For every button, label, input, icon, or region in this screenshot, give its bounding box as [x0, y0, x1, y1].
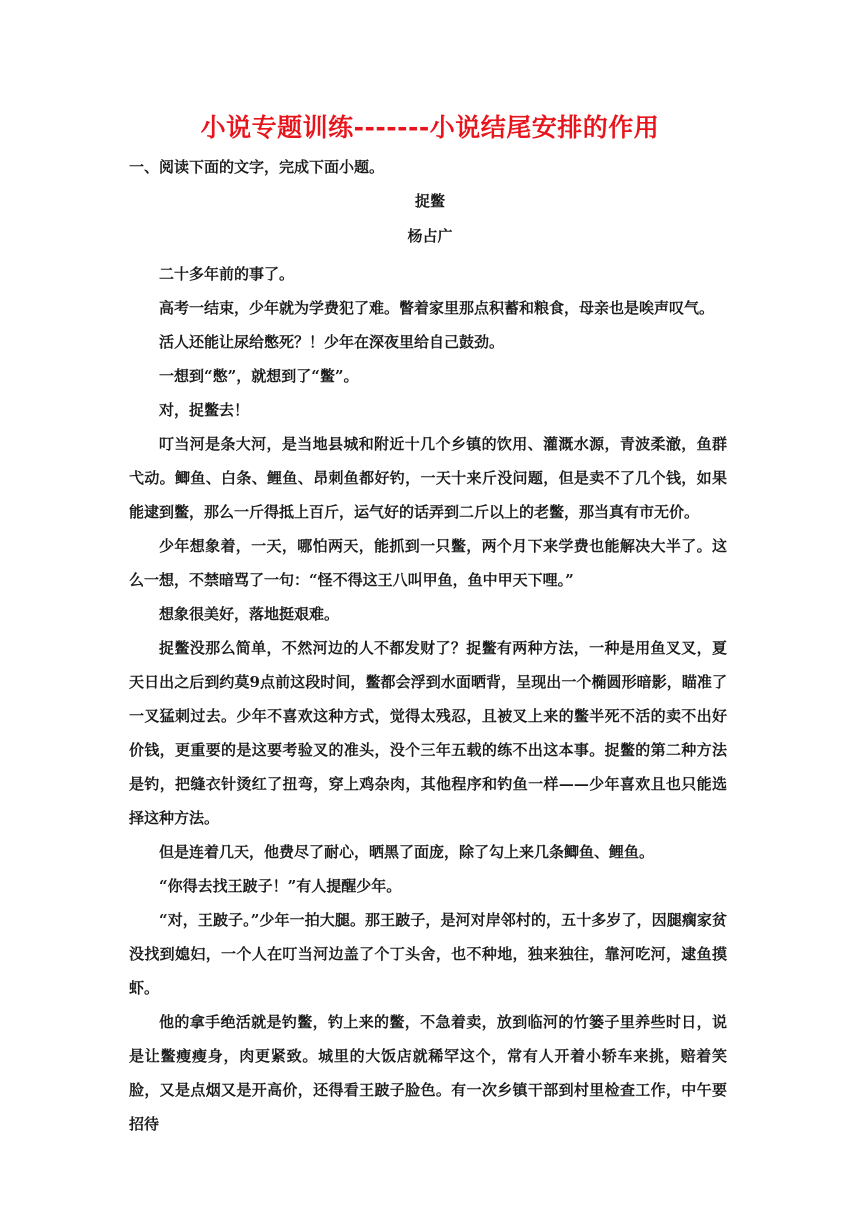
paragraph: 对，捉鳖去！ — [159, 401, 250, 419]
paragraph: 高考一结束，少年就为学费犯了难。瞥着家里那点积蓄和粮食，母亲也是唉声叹气。 — [159, 299, 715, 317]
paragraph: “你得去找王跛子！”有人提醒少年。 — [159, 877, 402, 895]
paragraph: 叮当河是条大河，是当地县城和附近十几个乡镇的饮用、灌溉水源，青波柔澈，鱼群弋动。鲫鱼、白条、鲤鱼、昂刺鱼都好钓，一天十来斤没问题，但是卖不了几个钱，如果能逮到鳖，那么一斤得抵上百斤，运气好的话弄到二斤以上的老鳖，那当真有市无价。 — [129, 435, 727, 521]
paragraph: 少年想象着，一天，哪怕两天，能抓到一只鳖，两个月下来学费也能解决大半了。这么一想，不禁暗骂了一句：“怪不得这王八叫甲鱼，鱼中甲天下哩。” — [129, 537, 727, 589]
paragraph: 活人还能让尿给憋死？！少年在深夜里给自己鼓劲。 — [159, 333, 505, 351]
story-title: 捉鳖 — [414, 192, 445, 210]
paragraph: 想象很美好，落地挺艰难。 — [159, 605, 340, 623]
paragraph: 捉鳖没那么简单，不然河边的人不都发财了？捉鳖有两种方法，一种是用鱼叉叉，夏天日出之后到约莫9点前这段时间，鳖都会浮到水面晒背，呈现出一个椭圆形暗影，瞄准了一叉猛刺过去。少年不喜欢这种方式，觉得太残忍，且被叉上来的鳖半死不活的卖不出好价钱，更重要的是这要考验叉的准头，没个三年五载的练不出这本事。捉鳖的第二种方法是钓，把缝衣针烫红了扭弯，穿上鸡杂肉，其他程序和钓鱼一样——少年喜欢且也只能选择这种方法。 — [129, 639, 727, 827]
paragraph: 他的拿手绝活就是钓鳖，钓上来的鳖，不急着卖，放到临河的竹篓子里养些时日，说是让鳖瘦瘦身，肉更紧致。城里的大饭店就稀罕这个，常有人开着小轿车来挑，赔着笑脸，又是点烟又是开高价，还得看王跛子脸色。有一次乡镇干部到村里检查工作，中午要招待 — [129, 1013, 727, 1133]
story-author: 杨占广 — [407, 227, 453, 245]
question-instruction: 一、阅读下面的文字，完成下面小题。 — [129, 158, 385, 176]
page-title: 小说专题训练-------小说结尾安排的作用 — [200, 113, 660, 142]
paragraph: 二十多年前的事了。 — [159, 265, 295, 283]
paragraph: 但是连着几天，他费尽了耐心，晒黑了面庞，除了勾上来几条鲫鱼、鲤鱼。 — [159, 843, 655, 861]
story-body — [129, 257, 727, 1141]
paragraph: “对，王跛子。”少年一拍大腿。那王跛子，是河对岸邻村的，五十多岁了，因腿瘸家贫没找到媳妇，一个人在叮当河边盖了个丁头舍，也不种地，独来独往，靠河吃河，逮鱼摸虾。 — [129, 911, 727, 997]
paragraph: 一想到“憋”，就想到了“鳖”。 — [159, 367, 359, 385]
